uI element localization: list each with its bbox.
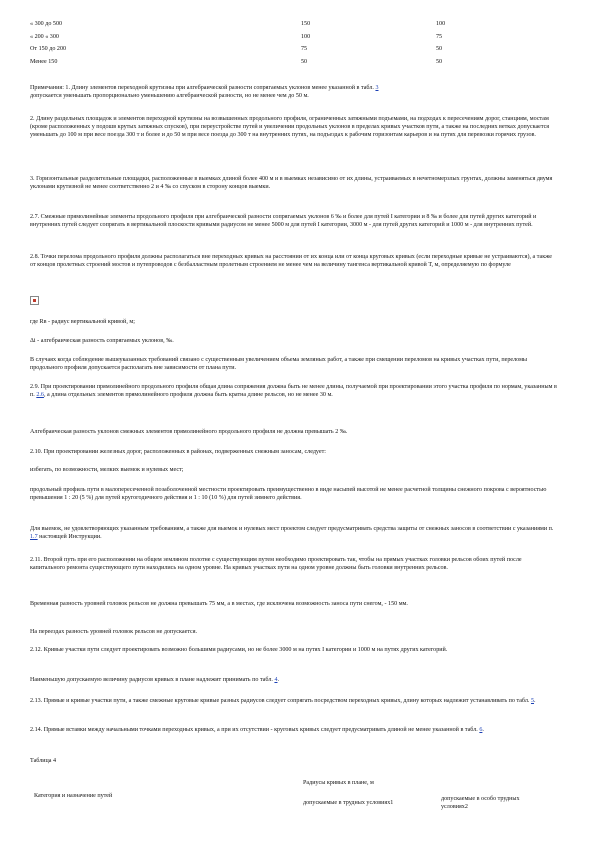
table-row: [30, 45, 550, 58]
table-5-link[interactable]: 5: [530, 698, 535, 704]
snow-protection-rule: [30, 525, 558, 541]
table-4-col-difficult: допускаемые в трудных условиях1: [303, 800, 394, 806]
note-1: [30, 84, 558, 100]
avoid-shallow-cuttings: избегать, по возможности, мелких выемок и нулевых мест;: [30, 467, 184, 473]
table-4-title: Таблица 4: [30, 758, 57, 764]
clause-2-12: 2.12. Кривые участки пути следует проектировать возможно большими радиусами, но не более 3000 м на путях I категории и 1000 м на путях других категорий.: [30, 647, 448, 653]
clause-2-9-text: 2.9. При проектировании прямолинейного продольного профиля общая длина сопряжения должна быть не менее длины, получаемой при проектировании этого участка профиля по нормам, указанным в п.: [30, 384, 557, 399]
sentence-end: .: [277, 677, 280, 683]
clause-2-9-text-cont: , а длина отдельных элементов прямолинейного профиля должна быть кратна длине рельсов, но не менее 30 м.: [43, 392, 333, 399]
min-radius-note: [30, 676, 558, 684]
clause-2-10: 2.10. При проектировании железных дорог, расположенных в районах, подверженных снежным заносам, следует:: [30, 449, 326, 455]
clause-2-14-text: 2.14. Прямые вставки между начальными точками переходных кривых, а при их отсутствии - круговых кривых следует предусматривать длиной не менее указанной в табл.: [30, 727, 478, 733]
clause-2-7: 2.7. Смежные прямолинейные элементы продольного профиля при алгебраической разности сопрягаемых уклонов 6 ‰ и более для путей I категории и 8 ‰ и более для путей других категорий и внутренних путей следует сопрягать в вертикальной плоскости кривыми радиусом не менее 5000 м для путей I категории, 3000 м - для путей других категорий и 1000 м - для внутренних путей.: [30, 214, 537, 229]
snow-protection-text: Для выемок, не удовлетворяющих указанным требованиям, а также для выемок и нулевых мест проектом следует предусматривать средства защиты от снежных заносов в соответствии с указаниями п.: [30, 526, 554, 532]
table-4-link[interactable]: 4: [274, 677, 278, 683]
table-3-link[interactable]: 3: [375, 85, 379, 91]
exception-note: В случаях когда соблюдение вышеуказанных требований связано с существенным увеличением объема земляных работ, а также при смещении переломов на кривых участках пути, переломы продольного профиля допускается располагать вне зависимости от плана пути.: [30, 357, 528, 372]
table-cell: « 200 « 300: [30, 33, 59, 40]
clause-2-13-text: 2.13. Прямые и кривые участки пути, а также смежные круговые кривые разных радиусов следует сопрягать посредством переходных кривых, длину которых надлежит устанавливать по табл.: [30, 698, 530, 704]
sentence-end: .: [534, 698, 536, 704]
delta-i-definition: Δi - алгебраическая разность сопрягаемых уклонов, ‰.: [30, 338, 174, 344]
formula-image-icon: [30, 296, 39, 305]
note-3: 3. Горизонтальные разделительные площадки, расположенные в выемках длиной более 400 м и в выемках независимо от их длины, устраиваемых в нечетномерзлых грунтах, должны заменяться двумя уклонами крутизной не менее соответственно 2 и 4 ‰ со спуском в сторону концов выемки.: [30, 176, 553, 191]
note-2: 2. Длину раздельных площадок и элементов переходной крутизны на возвышенных продольного профиля, ограниченных затяжными подъемами, на подходах к пересечениям дорог, станциям, мостам (кроме расположенных у подошв крутых затяжных спусков), при переустройстве путей и увеличении продольных уклонов в пределах кривых участков пути, а также на последних ветках допускается уменьшать до 100 м при весе поезда 300 т и более и до 50 м при весе поезда до 300 т на внутренних путях, на подъездах к рабочим горизонтам карьеров и на путях для перевозки горячих грузов.: [30, 116, 550, 139]
table-cell: 100: [301, 33, 311, 40]
table-4-col-very-difficult-1: допускаемые в особо трудных: [441, 796, 520, 802]
clause-2-14: [30, 726, 558, 734]
table-4-col-very-difficult-2: условиях2: [441, 804, 468, 810]
table-row: [30, 58, 550, 71]
rv-definition: где Rв - радиус вертикальной кривой, м;: [30, 319, 135, 325]
note-1-text-cont: допускается уменьшать пропорционально уменьшению алгебраической разности, но не менее чем до 50 м.: [30, 93, 309, 100]
min-radius-text: Наименьшую допускаемую величину радиусов кривых в плане надлежит принимать по табл.: [30, 677, 273, 683]
table-cell: 50: [436, 46, 443, 52]
table-cell: 75: [301, 46, 308, 52]
clause-2-9: [30, 383, 558, 399]
snow-protection-text-cont: настоящей Инструкции.: [39, 534, 102, 541]
sentence-end: .: [482, 727, 484, 733]
table-4-col-radii: Радиусы кривых в плане, м: [303, 780, 374, 786]
temporary-rail-level-note: Временная разность уровней головок рельсов не должна превышать 75 мм, а в местах, где исключена возможность заноса пути снегом, - 150 мм.: [30, 601, 408, 607]
table-cell: Менее 150: [30, 58, 58, 65]
clause-2-11: 2.11. Второй путь при его расположении на общем земляном полотне с существующим путем необходимо проектировать так, чтобы на прямых участках головки рельсов обоих путей после капитального ремонта существующего пути находились на одном уровне. На кривых участках пути на одном уровне должны быть головки внутренних рельсов.: [30, 557, 522, 572]
clause-2-6-link[interactable]: 2.6: [36, 392, 44, 399]
crossings-note: На переездах разность уровней головок рельсов не допускается.: [30, 629, 198, 635]
clause-2-13: [30, 697, 558, 705]
note-1-text: Примечания: 1. Длину элементов переходной крутизны при алгебраической разности сопрягаемых уклонов менее указанной в табл.: [30, 85, 374, 91]
longitudinal-profile-rule: продольный профиль пути в малопересеченной позаболоченной местности проектировать преимущественно в виде насыпей высотой не менее расчетной толщины снежного покрова с вероятностью превышения 1 : 20 (5 %) для путей кругогодичного действия и 1 : 10 (10 %) для путей зимнего действия.: [30, 487, 547, 502]
table-cell: 150: [301, 21, 311, 27]
table-cell: 50: [436, 58, 443, 65]
table-cell: 50: [301, 58, 308, 65]
clause-2-8: 2.8. Точки перелома продольного профиля должны располагаться вне переходных кривых на расстоянии от их конца или от конца круговых кривых (если переходные кривые не устраиваются), а также от концов пролетных строений мостов и путепроводов с безбалластным пролетным строением не менее чем на величину тангенса вертикальной кривой Т, м, определяемую по формуле: [30, 254, 553, 269]
table-cell: 75: [436, 33, 443, 40]
table-cell: « 300 до 500: [30, 21, 63, 27]
table-row: [30, 20, 550, 33]
table-4-col-category: Категория и назначение путей: [34, 793, 113, 799]
table-6-link[interactable]: 6: [479, 727, 483, 733]
clause-1-7-link[interactable]: 1.7: [30, 534, 38, 541]
table-cell: 100: [436, 21, 446, 27]
table-cell: От 150 до 200: [30, 46, 67, 52]
algebraic-difference-note: Алгебраическая разность уклонов смежных элементов прямолинейного продольного профиля не должна превышать 2 ‰.: [30, 429, 348, 435]
table-row: [30, 33, 550, 46]
top-table: [30, 20, 550, 70]
